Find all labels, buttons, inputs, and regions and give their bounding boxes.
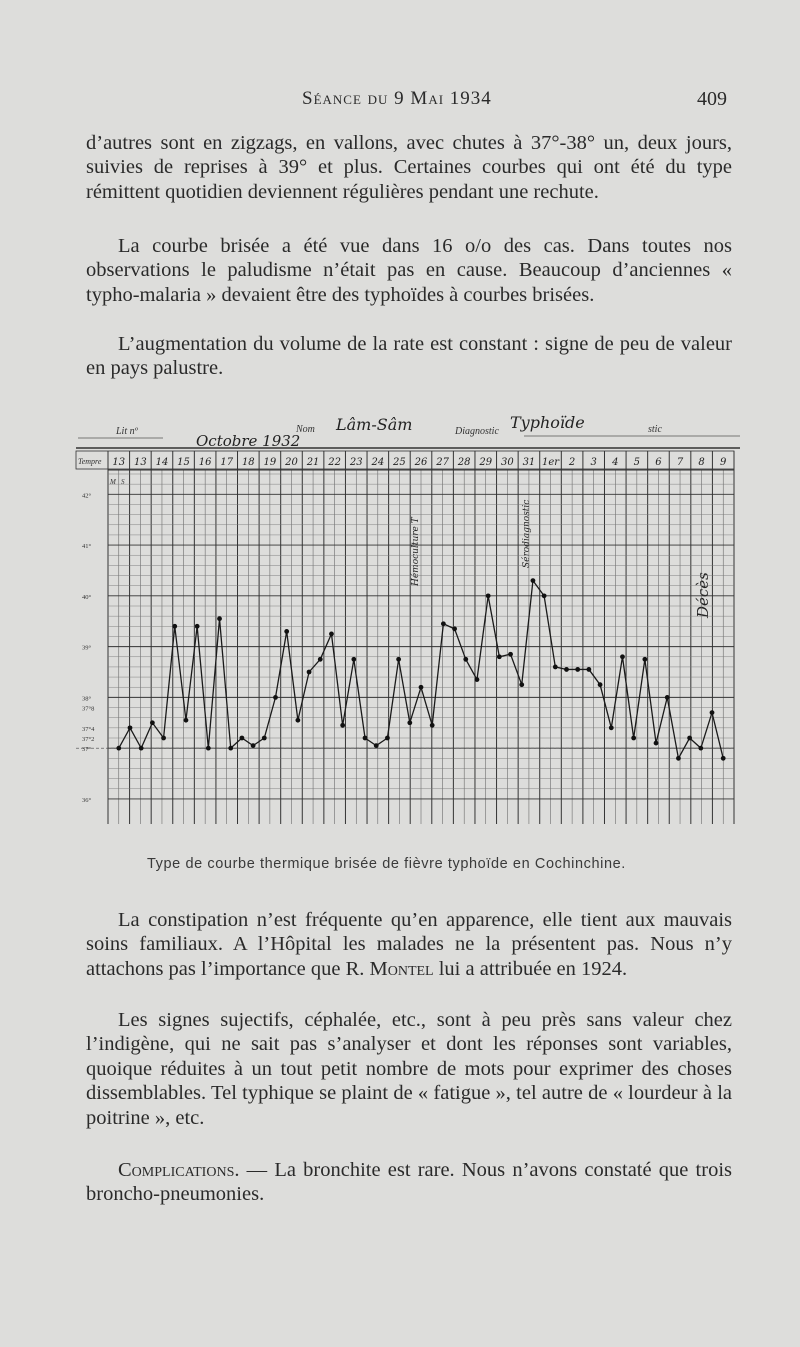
temperature-point <box>721 756 726 761</box>
temperature-point <box>475 677 480 682</box>
y-tick-label: 41° <box>82 543 92 551</box>
morning-label: M <box>110 478 116 486</box>
complications-heading: Complications. <box>118 1159 240 1181</box>
temperature-point <box>642 657 647 662</box>
author-reference: R. Montel <box>345 957 434 980</box>
temperature-point <box>676 756 681 761</box>
day-label: 25 <box>393 457 406 468</box>
y-tick-label: 37°8 <box>82 705 95 713</box>
y-tick-label: 42° <box>82 492 92 500</box>
day-label: 24 <box>371 457 385 468</box>
temperature-point <box>262 736 267 741</box>
annotation-serodiagnostic: Sérodiagnostic <box>522 499 532 568</box>
temperature-point <box>228 746 233 751</box>
day-label: 13 <box>134 457 147 468</box>
day-label: 31 <box>522 457 536 468</box>
temperature-point <box>329 632 334 637</box>
paragraph-5: Les signes sujectifs, céphalée, etc., sont à peu près sans valeur chez l’indigène, qui ne sait pas s’analyser et dont les réponses sont variables, quoique réduites à un tout petit nombre de mots pour exprimer des choses dissemblables. Tel typhique se plaint de « fatigue », tel autre de « lourdeur à la poitrine », etc. <box>86 1009 732 1129</box>
day-label: 22 <box>328 457 342 468</box>
temperature-point <box>564 667 569 672</box>
temperature-point <box>195 624 200 629</box>
temperature-point <box>486 593 491 598</box>
day-label: 21 <box>306 457 320 468</box>
day-label: 7 <box>676 457 684 468</box>
day-label: 14 <box>155 457 169 468</box>
temperature-point <box>363 736 368 741</box>
temperature-point <box>340 723 345 728</box>
temperature-chart <box>68 404 748 834</box>
day-label: 1er <box>541 457 560 468</box>
temperature-point <box>240 736 245 741</box>
y-tick-label: 36° <box>82 796 92 804</box>
temperature-point <box>609 725 614 730</box>
day-label: 23 <box>349 457 363 468</box>
temperature-point <box>687 736 692 741</box>
temperature-point <box>710 710 715 715</box>
temperature-point <box>172 624 177 629</box>
temperature-point <box>531 578 536 583</box>
chart-grid <box>76 451 734 824</box>
temperature-point <box>184 718 189 723</box>
y-tick-label: 38° <box>82 695 92 703</box>
temperature-point <box>217 616 222 621</box>
diagnostic-value: Typhoïde <box>510 413 585 432</box>
y-tick-label: 40° <box>82 593 92 601</box>
temperature-point <box>251 743 256 748</box>
temperature-point <box>307 670 312 675</box>
annotation-deces: Décès <box>694 572 712 618</box>
temperature-point <box>598 682 603 687</box>
temperature-point <box>441 621 446 626</box>
temperature-point <box>553 665 558 670</box>
nom-value: Lâm-Sâm <box>336 415 413 434</box>
temperature-point <box>318 657 323 662</box>
nom-label: Nom <box>296 424 315 435</box>
temperature-point <box>295 718 300 723</box>
temp-axis-label: Tempre <box>78 457 102 466</box>
day-label: 18 <box>241 457 255 468</box>
temperature-point <box>128 725 133 730</box>
temperature-point <box>497 654 502 659</box>
lit-label: Lit nº <box>116 426 138 437</box>
day-label: 6 <box>655 457 662 468</box>
temperature-point <box>508 652 513 657</box>
temperature-point <box>586 667 591 672</box>
day-label: 9 <box>720 457 727 468</box>
paragraph-4-tail: lui a attribuée en 1924. <box>433 957 628 980</box>
temperature-point <box>575 667 580 672</box>
day-label: 30 <box>500 457 514 468</box>
paragraph-4-text: La constipation n’est fréquente qu’en apparence, elle tient aux mauvais soins familiaux. A l’Hôpital les malades ne la présentent pas. Nous n’y attachons pas l’importance que <box>86 909 732 980</box>
y-tick-label: 37°4 <box>82 725 95 733</box>
temperature-point <box>150 720 155 725</box>
annotation-hemoculture: Hémoculture T <box>411 517 421 586</box>
day-label: 2 <box>568 457 576 468</box>
temperature-point <box>273 695 278 700</box>
temperature-point <box>206 746 211 751</box>
stic-label: stic <box>648 424 662 435</box>
temperature-point <box>351 657 356 662</box>
day-label: 5 <box>633 457 641 468</box>
y-tick-label: 37°2 <box>82 736 95 743</box>
temperature-point <box>452 626 457 631</box>
y-tick-label: 37° <box>82 746 92 754</box>
temperature-point <box>430 723 435 728</box>
temperature-point <box>665 695 670 700</box>
day-label: 4 <box>612 457 619 468</box>
day-label: 26 <box>414 457 428 468</box>
day-label: 28 <box>457 457 471 468</box>
running-title: Séance du 9 Mai 1934 <box>302 88 492 109</box>
complications-text: — La bronchite est rare. Nous n’avons constaté que trois broncho-pneumonies. <box>86 1159 732 1206</box>
temperature-point <box>385 736 390 741</box>
diagnostic-label: Diagnostic <box>455 426 499 437</box>
temperature-point <box>620 654 625 659</box>
figure-caption: Type de courbe thermique brisée de fièvre typhoïde en Cochinchine. <box>147 856 626 872</box>
day-label: 8 <box>698 457 705 468</box>
temperature-point <box>396 657 401 662</box>
paragraph-3: L’augmentation du volume de la rate est constant : signe de peu de valeur en pays palustre. <box>86 333 732 380</box>
temperature-point <box>374 743 379 748</box>
temperature-point <box>519 682 524 687</box>
day-label: 27 <box>436 457 449 468</box>
temperature-point <box>284 629 289 634</box>
chart-labels <box>82 457 727 804</box>
day-label: 15 <box>177 457 190 468</box>
paragraph-1: d’autres sont en zigzags, en vallons, avec chutes à 37°-38° un, deux jours, suivies de reprises à 39° et plus. Certaines courbes qui ont été du type rémittent quotidien deviennent régulières pendant une rechute. <box>86 132 732 203</box>
evening-label: S <box>121 478 125 486</box>
paragraph-2: La courbe brisée a été vue dans 16 o/o des cas. Dans toutes nos observations le paludisme n’était pas en cause. Beaucoup d’anciennes « typho-malaria » devaient être des typhoïdes à courbes brisées. <box>86 235 732 306</box>
temperature-point <box>407 720 412 725</box>
month-value: Octobre 1932 <box>196 432 301 450</box>
temperature-point <box>631 736 636 741</box>
day-label: 16 <box>198 457 212 468</box>
temperature-point <box>542 593 547 598</box>
temperature-point <box>161 736 166 741</box>
chart-svg <box>68 404 748 834</box>
paragraph-complications <box>86 1158 732 1207</box>
y-tick-label: 39° <box>82 644 92 652</box>
running-head <box>0 88 800 116</box>
day-label: 17 <box>220 457 234 468</box>
page-number: 409 <box>697 88 727 110</box>
temperature-point <box>419 685 424 690</box>
day-label: 3 <box>590 457 597 468</box>
day-label: 13 <box>112 457 126 468</box>
paragraph-4 <box>86 908 732 981</box>
temperature-point <box>698 746 703 751</box>
temperature-point <box>116 746 121 751</box>
temperature-point <box>139 746 144 751</box>
day-label: 19 <box>263 457 277 468</box>
temperature-point <box>654 741 659 746</box>
day-label: 29 <box>479 457 493 468</box>
temperature-point <box>463 657 468 662</box>
day-label: 20 <box>285 457 298 468</box>
